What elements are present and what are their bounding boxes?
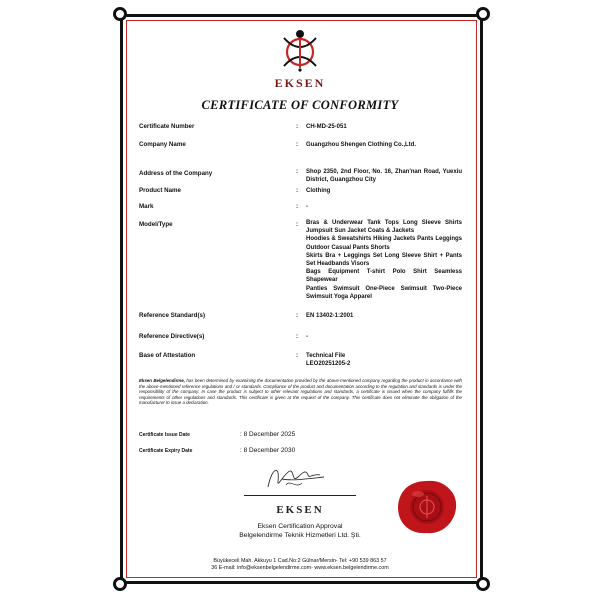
approval-block — [200, 522, 400, 540]
field-label: Reference Standard(s) — [139, 312, 206, 319]
signature-line — [244, 495, 356, 496]
model-type-line: Skirts Bra + Leggings Set Long Sleeve Shirt + Pants Set Headbands Visors — [306, 252, 462, 268]
expiry-date-value: : 8 December 2030 — [240, 447, 296, 454]
model-type-line: Bags Equipment T-shirt Polo Shirt Seamless Shapewear — [306, 269, 462, 284]
footer-contact-line: 36 E-mail: info@eksenbelgelendirme.com- www.eksen.belgelendirme.com — [211, 565, 389, 572]
disclaimer-lead: Eksen Belgelendirme, — [139, 378, 185, 383]
model-type-line: Bras & Underwear Tank Tops Long Sleeve Shirts Jumpsuit Sun Jacket Coats & Jackets — [306, 220, 462, 235]
model-type-line: Panties Swimsuit One-Piece Swimsuit Two-Piece Swimsuit Yoga Apparel — [306, 285, 462, 300]
field-label: Certificate Number — [139, 123, 195, 130]
reference-directive-value: - — [306, 334, 308, 340]
brand-name-bottom: EKSEN — [276, 504, 324, 516]
attestation-line: Technical File — [306, 353, 346, 359]
frame-corner-ornament — [113, 7, 127, 21]
field-colon: : — [296, 352, 299, 359]
eksen-logo-icon — [276, 28, 324, 72]
certificate-number-value: CH-MD-25-051 — [306, 124, 347, 130]
field-colon: : — [296, 312, 299, 319]
field-colon: : — [296, 187, 299, 194]
issue-date-value: : 8 December 2025 — [240, 431, 296, 438]
field-colon: : — [296, 123, 299, 130]
field-label: Company Name — [139, 141, 186, 148]
brand-name-top: EKSEN — [274, 76, 326, 90]
certificate-title: CERTIFICATE OF CONFORMITY — [201, 98, 399, 112]
footer-address-line: Büyükeceli Mah. Akkuyu 1 Cad.No:2 Gülnar/Mersin- Tel: +90 539 863 57 — [213, 558, 387, 564]
model-type-value — [306, 219, 462, 301]
frame-corner-ornament — [113, 577, 127, 591]
company-address-value: Shop 2350, 2nd Floor, No. 16, Zhan'nan Road, Yuexiu District, Guangzhou City — [306, 169, 462, 184]
base-of-attestation-value — [306, 352, 462, 368]
footer-contact — [150, 558, 450, 573]
reference-standard-value: EN 13402-1:2001 — [306, 313, 354, 319]
field-colon: : — [296, 333, 299, 340]
field-colon: : — [296, 221, 299, 228]
field-label: Address of the Company — [139, 170, 213, 177]
field-label: Base of Attestation — [139, 352, 196, 359]
attestation-line: LEO20251205-2 — [306, 361, 351, 368]
field-label: Reference Directive(s) — [139, 333, 205, 340]
approval-line: Belgelendirme Teknik Hizmetleri Ltd. Şti. — [239, 532, 361, 539]
approval-line: Eksen Certification Approval — [257, 523, 343, 530]
field-colon: : — [296, 168, 299, 175]
model-type-line: Hoodies & Sweatshirts Hiking Jackets Pants Leggings Outdoor Casual Pants Shorts — [306, 236, 462, 251]
frame-corner-ornament — [476, 7, 490, 21]
field-colon: : — [296, 203, 299, 210]
disclaimer-paragraph — [139, 378, 462, 406]
field-label: Product Name — [139, 187, 181, 194]
wax-seal-icon — [394, 478, 460, 536]
field-colon: : — [296, 141, 299, 148]
company-name-value: Guangzhou Shengen Clothing Co.,Ltd. — [306, 142, 416, 148]
signature-icon — [262, 463, 332, 493]
frame-corner-ornament — [476, 577, 490, 591]
mark-value: - — [306, 204, 308, 210]
product-name-value: Clothing — [306, 188, 331, 194]
field-label: Model/Type — [139, 221, 173, 228]
field-label: Mark — [139, 203, 154, 210]
expiry-date-label: Certificate Expiry Date — [139, 448, 193, 454]
disclaimer-text: has been determined by examining the documentation provided by the above-mentioned company regarding the product in accordance with the above-mentioned reference regulations and / or standards. Compliance of the product and documentation according to the regulation and standards is under the responsibility of the company. In case the product is subject to other relevant regulations and standards, a certificate is issued when the company fulfills the requirements of other regulations and standards. This certificate is given at the request of the company. This certificate does not eliminate the obligation of the manufacturer to issue a declaration. — [139, 378, 462, 406]
issue-date-label: Certificate Issue Date — [139, 432, 190, 438]
